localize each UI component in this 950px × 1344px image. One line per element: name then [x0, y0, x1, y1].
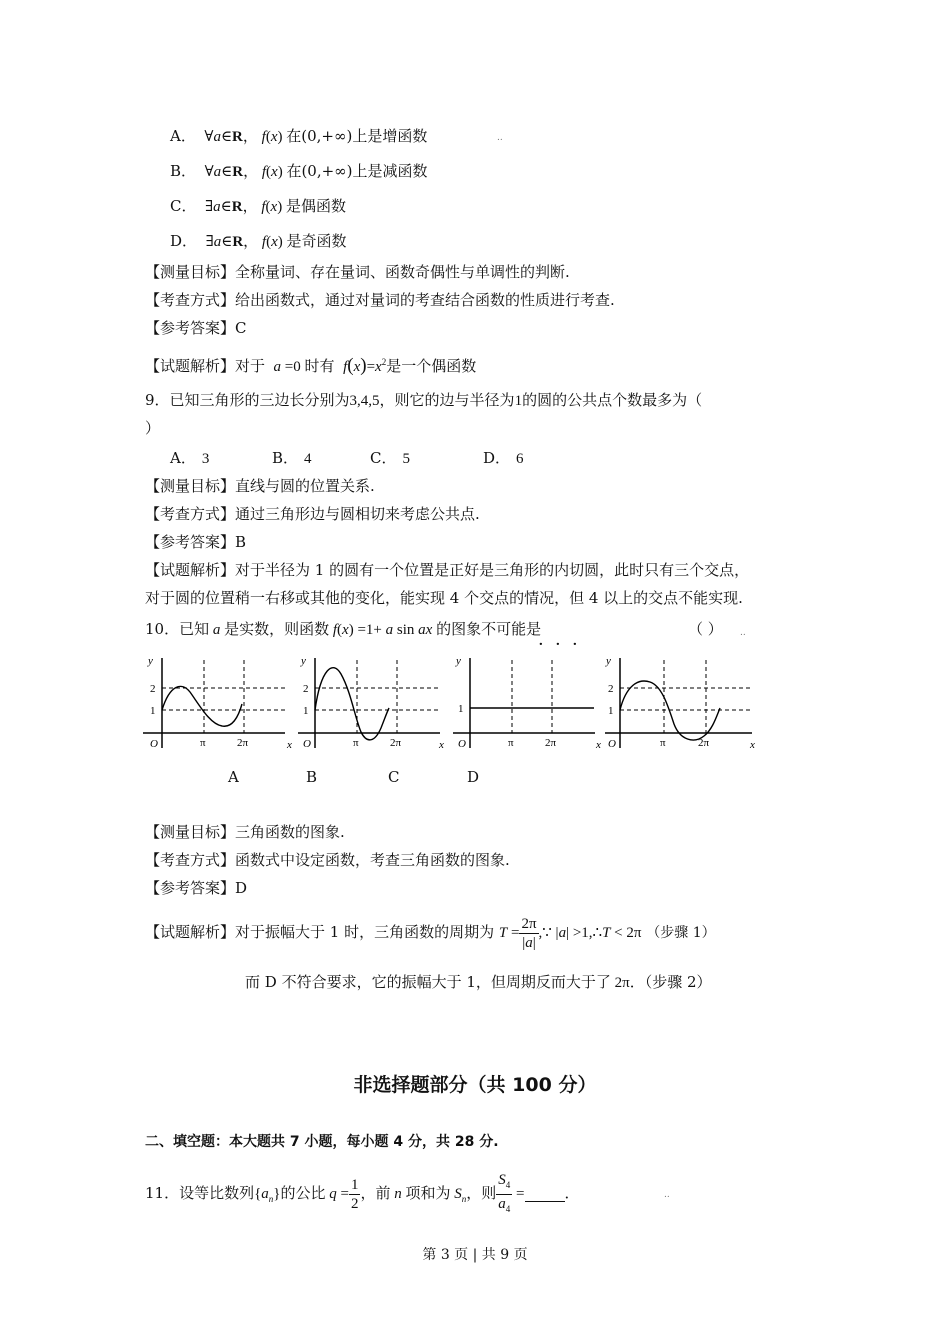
graph-label-b: B: [306, 768, 318, 786]
tick-two-pi: 2π: [237, 737, 249, 749]
stem-text: ．: [564, 1184, 580, 1202]
stem-text: 的图象不可能是: [436, 620, 542, 638]
tick-pi: π: [200, 737, 206, 749]
tick-pi: π: [353, 737, 359, 749]
option-label: B．: [272, 449, 299, 467]
step-label: （步骤 1）: [646, 925, 716, 941]
tick-two: 2: [608, 683, 614, 695]
tick-two: 2: [150, 683, 156, 695]
math: ∃a∈R， f(x): [201, 199, 286, 215]
graph-label-a: A: [228, 768, 239, 786]
graph-c: [453, 655, 601, 751]
tick-pi: π: [660, 737, 666, 749]
option-label: C．: [170, 197, 197, 215]
analysis-prefix: 【试题解析】对于: [145, 357, 266, 375]
q11-stem: [145, 1170, 580, 1222]
analysis-suffix: 是一个偶函数: [386, 357, 477, 375]
answer-blank[interactable]: [525, 1187, 565, 1202]
option-label: D．: [170, 232, 198, 250]
option-label: D．: [483, 449, 511, 467]
math: $S_n$: [454, 1186, 467, 1204]
y-label: y: [301, 655, 306, 667]
option-value: 3: [201, 451, 210, 467]
option-value: 4: [304, 451, 312, 467]
option-value: 5: [402, 451, 410, 467]
option-text: 在(0,+∞)上是减函数: [286, 162, 428, 180]
math: f(x) =1+ a sin ax: [332, 622, 433, 638]
page-footer: 第 3 页 | 共 9 页: [422, 1247, 528, 1263]
q8-option-a: [170, 126, 427, 147]
graph-label-c: C: [388, 768, 400, 786]
q8-target: 【测量目标】全称量词、存在量词、函数奇偶性与单调性的判断.: [145, 263, 570, 281]
stem-text: 的圆的公共点个数最多为（: [522, 391, 703, 409]
q9-option-a: [170, 448, 209, 469]
option-text: 在(0,+∞)上是增函数: [286, 127, 428, 145]
graph-label-d: D: [467, 768, 480, 786]
tick-two: 2: [303, 683, 309, 695]
tick-two-pi: 2π: [545, 737, 557, 749]
q9-stem: [145, 390, 702, 411]
q9-answer: 【参考答案】B: [145, 533, 247, 551]
graph-d: [605, 655, 755, 751]
option-label: A．: [170, 127, 196, 145]
step-label: ．（步骤 2）: [629, 973, 712, 991]
q9-option-b: [272, 448, 312, 469]
q10-graphs: [140, 648, 765, 753]
q10-analysis-line1: [145, 912, 716, 953]
tick-one: 1: [608, 705, 614, 717]
q10-analysis-line2: [245, 972, 712, 993]
q9-analysis-line2: 对于圆的位置稍一右移或其他的变化，能实现 4 个交点的情况，但 4 以上的交点不能实现.: [145, 589, 743, 607]
q9-option-d: [483, 448, 524, 469]
analysis-mid: 时有: [304, 357, 335, 375]
emphasis-dot: ·: [538, 634, 544, 655]
y-label: y: [606, 655, 611, 667]
fill-header: 二、填空题：本大题共 7 小题，每小题 4 分，共 28 分.: [145, 1134, 499, 1150]
q8-option-d: [170, 231, 347, 252]
tick-one: 1: [458, 703, 464, 715]
math: q = $\frac{1}{2}$: [329, 1177, 359, 1213]
math: a =0: [273, 359, 305, 375]
curve: [162, 686, 242, 726]
option-value: 6: [516, 451, 524, 467]
x-label: x: [439, 739, 444, 751]
q9-analysis-line1: 【试题解析】对于半径为 1 的圆有一个位置是正好是三角形的内切圆，此时只有三个交点，: [145, 561, 750, 579]
tick-one: 1: [303, 705, 309, 717]
dots-mark: ..: [740, 628, 746, 638]
q9-method: 【考查方式】通过三角形边与圆相切来考虑公共点.: [145, 505, 480, 523]
tick-pi: π: [508, 737, 514, 749]
q8-answer: 【参考答案】C: [145, 319, 247, 337]
x-label: x: [750, 739, 755, 751]
option-label: C．: [370, 449, 397, 467]
q10-paren: （ ）: [688, 620, 723, 638]
y-label: y: [148, 655, 153, 667]
math-period: T = $\frac{2\pi}{|a|}$ ,∵ |a| >1,∴T < 2π: [498, 916, 642, 952]
origin-label: O: [458, 738, 466, 750]
stem-text: 是实数，则函数: [224, 620, 330, 638]
origin-label: O: [608, 738, 616, 750]
math: $\{a_n\}$: [254, 1186, 281, 1204]
math: $f(x)=x^2$: [343, 355, 387, 376]
x-label: x: [596, 739, 601, 751]
curve: [315, 668, 389, 740]
stem-text: ，前: [360, 1184, 391, 1202]
math: ∀a∈R， f(x): [200, 129, 287, 145]
tick-two-pi: 2π: [390, 737, 402, 749]
option-text: 是偶函数: [285, 197, 346, 215]
origin-label: O: [150, 738, 158, 750]
q8-option-b: [170, 161, 428, 182]
graph-b: [298, 655, 444, 751]
math: $\frac{S_4}{a_4}$ =: [498, 1172, 525, 1215]
math: ∃a∈R， f(x): [201, 234, 287, 250]
emphasis-dot: ·: [572, 634, 578, 655]
dots-mark: ..: [497, 133, 503, 143]
y-label: y: [456, 655, 461, 667]
dots-mark: ..: [664, 1190, 670, 1200]
q9-option-c: [370, 448, 410, 469]
stem-sides: 3,4,5: [349, 393, 380, 409]
math: a: [212, 622, 221, 638]
tick-two-pi: 2π: [698, 737, 710, 749]
stem-text: 9．已知三角形的三边长分别为: [145, 391, 350, 409]
stem-text: 10．已知: [145, 620, 210, 638]
tick-one: 1: [150, 705, 156, 717]
option-text: 是奇函数: [286, 232, 347, 250]
q10-method: 【考查方式】函数式中设定函数，考查三角函数的图象.: [145, 851, 510, 869]
analysis-text: 而 D 不符合要求，它的振幅大于 1，但周期反而大于了: [245, 973, 611, 991]
curve: [620, 681, 720, 740]
q10-stem: [145, 619, 541, 640]
option-label: B．: [170, 162, 197, 180]
x-label: x: [287, 739, 292, 751]
q9-target: 【测量目标】直线与圆的位置关系.: [145, 477, 375, 495]
origin-label: O: [303, 738, 311, 750]
stem-text: ，则它的边与半径为: [379, 391, 515, 409]
graph-a: [143, 655, 292, 751]
math: n: [394, 1186, 402, 1202]
analysis-prefix: 【试题解析】对于振幅大于 1 时，三角函数的周期为: [145, 923, 495, 941]
emphasis-dot: ·: [555, 634, 561, 655]
q8-option-c: [170, 196, 346, 217]
math: ∀a∈R， f(x): [200, 164, 287, 180]
stem-text: 11．设等比数列: [145, 1184, 255, 1202]
stem-text: 项和为: [405, 1184, 451, 1202]
q10-target: 【测量目标】三角函数的图象.: [145, 823, 345, 841]
option-label: A．: [170, 449, 196, 467]
stem-text: 的公比: [280, 1184, 326, 1202]
math: 2π: [610, 975, 630, 991]
stem-one: 1: [514, 393, 523, 409]
q8-method: 【考查方式】给出函数式，通过对量词的考查结合函数的性质进行考查.: [145, 291, 615, 309]
stem-text: ，则: [466, 1184, 497, 1202]
q9-stem-close: ）: [145, 419, 161, 437]
q10-answer: 【参考答案】D: [145, 879, 248, 897]
q8-analysis: [145, 352, 476, 377]
section-title: 非选择题部分（共 100 分）: [353, 1074, 597, 1096]
